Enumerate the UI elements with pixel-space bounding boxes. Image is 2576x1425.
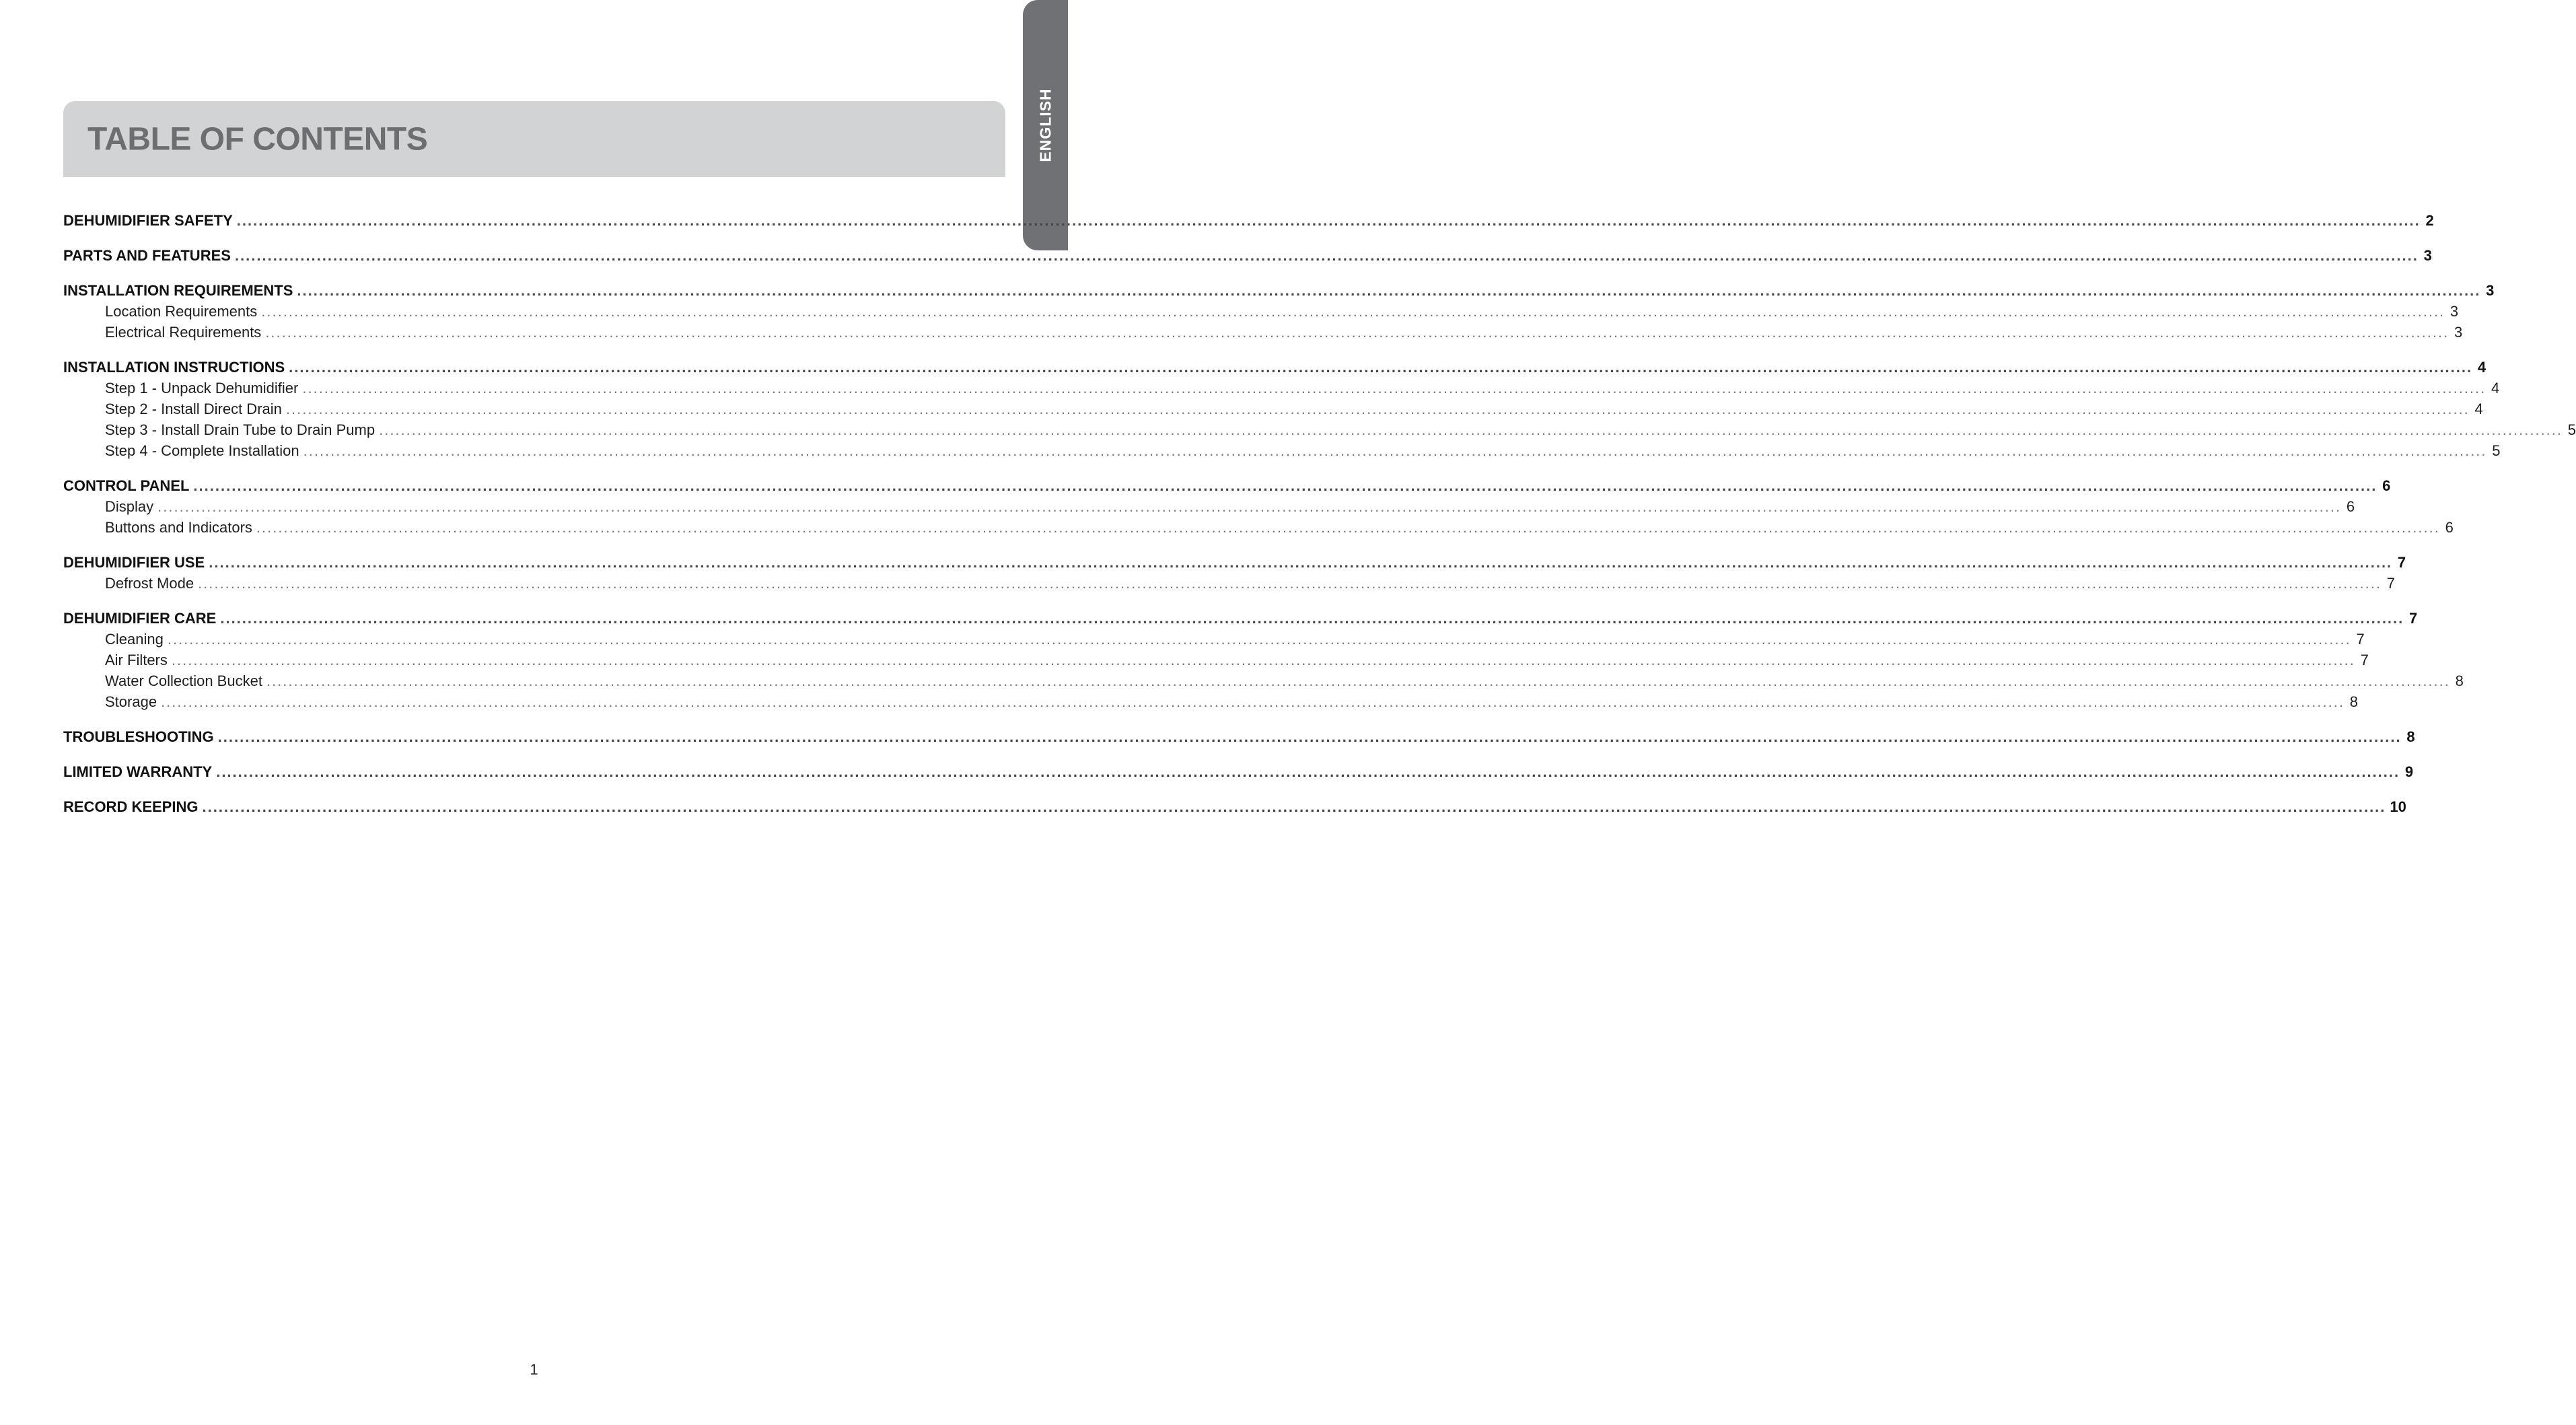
toc-section [63,796,2406,817]
toc-subentry[interactable] [63,650,2369,670]
toc-subentry-page: 7 [2386,575,2395,592]
toc-subentry-title: Step 4 - Complete Installation [105,442,299,459]
toc-section [63,280,2495,343]
toc-subentry-title: Buttons and Indicators [105,519,252,536]
dot-leader: ................................................................................................................................................................................................................................................................................................................................................................................................................ [261,303,2445,320]
toc-subentry-title: Location Requirements [105,303,258,320]
toc-entry[interactable] [63,726,2415,747]
dot-leader: ................................................................................................................................................................................................................................................................................................................................................................................................................ [297,282,2481,299]
toc-section [63,475,2454,538]
dot-leader: ................................................................................................................................................................................................................................................................................................................................................................................................................ [379,421,2563,438]
toc-subentry[interactable] [63,301,2459,322]
toc-entry-page: 8 [2406,728,2415,745]
toc-entry-title: DEHUMIDIFIER SAFETY [63,212,233,229]
toc-subentry-title: Defrost Mode [105,575,194,592]
toc-subentry-page: 7 [2360,652,2369,668]
toc-subentry[interactable] [63,573,2395,594]
toc-entry[interactable] [63,280,2495,301]
toc-subentry[interactable] [63,398,2483,419]
dot-leader: ................................................................................................................................................................................................................................................................................................................................................................................................................ [289,359,2473,376]
toc-subentry-page: 4 [2474,401,2483,417]
toc-entry-title: RECORD KEEPING [63,798,199,815]
toc-subentry-title: Water Collection Bucket [105,672,262,689]
toc-subentry-page: 3 [2449,303,2459,320]
toc-section [63,245,2432,266]
toc-section [63,608,2464,712]
toc-header [63,101,1005,177]
toc-entry-title: DEHUMIDIFIER USE [63,554,205,571]
toc-subentry[interactable] [63,691,2358,712]
toc-subentry-page: 6 [2346,498,2355,515]
toc-section [63,761,2414,782]
toc-entry[interactable] [63,761,2414,782]
toc-subentry[interactable] [63,378,2500,398]
table-of-contents [63,210,2576,831]
dot-leader: ................................................................................................................................................................................................................................................................................................................................................................................................................ [193,477,2377,494]
toc-subentry[interactable] [63,517,2454,538]
dot-leader: ................................................................................................................................................................................................................................................................................................................................................................................................................ [198,575,2382,592]
dot-leader: ................................................................................................................................................................................................................................................................................................................................................................................................................ [234,247,2419,264]
toc-entry-title: INSTALLATION REQUIREMENTS [63,282,293,299]
toc-entry-page: 3 [2423,247,2432,264]
dot-leader: ................................................................................................................................................................................................................................................................................................................................................................................................................ [216,763,2400,780]
toc-entry-title: TROUBLESHOOTING [63,728,214,745]
page-title: TABLE OF CONTENTS [87,121,428,157]
toc-entry-title: PARTS AND FEATURES [63,247,231,264]
dot-leader: ................................................................................................................................................................................................................................................................................................................................................................................................................ [285,401,2470,417]
toc-subentry-page: 7 [2356,631,2365,648]
toc-entry-title: LIMITED WARRANTY [63,763,213,780]
toc-entry-page: 4 [2477,359,2486,376]
dot-leader: ................................................................................................................................................................................................................................................................................................................................................................................................................ [236,212,2421,229]
toc-entry[interactable] [63,475,2391,496]
toc-subentry-title: Cleaning [105,631,164,648]
toc-subentry[interactable] [63,322,2463,343]
dot-leader: ................................................................................................................................................................................................................................................................................................................................................................................................................ [171,652,2355,668]
dot-leader: ................................................................................................................................................................................................................................................................................................................................................................................................................ [265,324,2449,341]
toc-subentry[interactable] [63,419,2576,440]
toc-entry-page: 6 [2382,477,2391,494]
toc-subentry-title: Step 3 - Install Drain Tube to Drain Pump [105,421,375,438]
page-number: 1 [530,1361,538,1378]
dot-leader: ................................................................................................................................................................................................................................................................................................................................................................................................................ [303,442,2487,459]
dot-leader: ................................................................................................................................................................................................................................................................................................................................................................................................................ [167,631,2351,648]
toc-entry[interactable] [63,210,2434,231]
dot-leader: ................................................................................................................................................................................................................................................................................................................................................................................................................ [161,693,2345,710]
toc-subentry-page: 4 [2491,380,2500,396]
toc-subentry[interactable] [63,629,2365,650]
toc-entry-title: INSTALLATION INSTRUCTIONS [63,359,285,376]
toc-entry-page: 3 [2486,282,2495,299]
toc-subentry-page: 5 [2567,421,2576,438]
toc-subentry[interactable] [63,496,2355,517]
toc-entry[interactable] [63,245,2432,266]
toc-entry[interactable] [63,552,2406,573]
toc-subentry-page: 3 [2454,324,2463,341]
toc-subentry-page: 8 [2455,672,2464,689]
toc-subentry[interactable] [63,670,2464,691]
dot-leader: ................................................................................................................................................................................................................................................................................................................................................................................................................ [302,380,2486,396]
dot-leader: ................................................................................................................................................................................................................................................................................................................................................................................................................ [202,798,2386,815]
dot-leader: ................................................................................................................................................................................................................................................................................................................................................................................................................ [256,519,2440,536]
toc-subentry-page: 8 [2349,693,2358,710]
dot-leader: ................................................................................................................................................................................................................................................................................................................................................................................................................ [157,498,2342,515]
toc-section [63,552,2406,594]
toc-entry-page: 10 [2390,798,2406,815]
toc-entry[interactable] [63,796,2406,817]
toc-section [63,210,2434,231]
toc-section [63,726,2415,747]
toc-entry-title: CONTROL PANEL [63,477,190,494]
toc-subentry-page: 6 [2445,519,2454,536]
language-tab-label: ENGLISH [1036,88,1054,162]
toc-subentry-title: Storage [105,693,157,710]
toc-subentry-title: Display [105,498,154,515]
toc-subentry[interactable] [63,440,2501,461]
dot-leader: ................................................................................................................................................................................................................................................................................................................................................................................................................ [209,554,2393,571]
dot-leader: ................................................................................................................................................................................................................................................................................................................................................................................................................ [266,672,2450,689]
toc-entry-page: 2 [2425,212,2434,229]
toc-subentry-title: Air Filters [105,652,168,668]
toc-entry[interactable] [63,357,2486,378]
dot-leader: ................................................................................................................................................................................................................................................................................................................................................................................................................ [217,728,2402,745]
toc-subentry-title: Step 2 - Install Direct Drain [105,401,282,417]
dot-leader: ................................................................................................................................................................................................................................................................................................................................................................................................................ [220,610,2404,627]
toc-subentry-title: Electrical Requirements [105,324,262,341]
toc-subentry-page: 5 [2492,442,2501,459]
toc-entry[interactable] [63,608,2418,629]
toc-entry-page: 9 [2404,763,2414,780]
toc-entry-page: 7 [2409,610,2418,627]
toc-entry-title: DEHUMIDIFIER CARE [63,610,217,627]
toc-entry-page: 7 [2397,554,2406,571]
toc-section [63,357,2576,461]
toc-subentry-title: Step 1 - Unpack Dehumidifier [105,380,299,396]
